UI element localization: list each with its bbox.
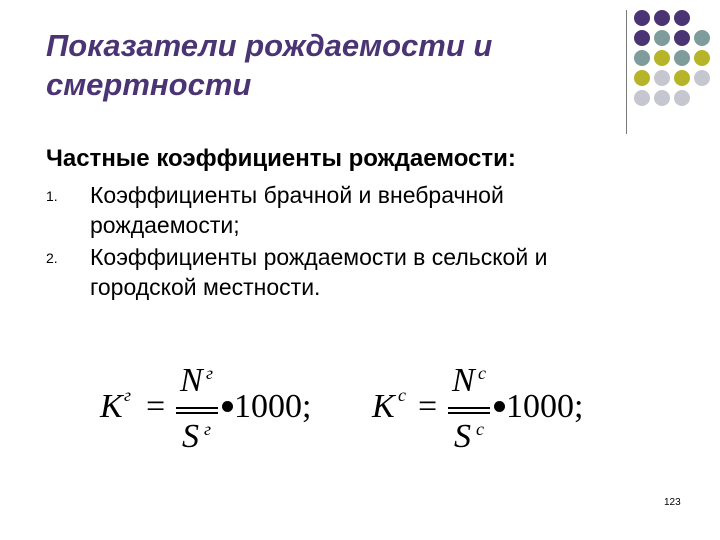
list-item [46,242,626,302]
formula-equals: = [418,388,438,425]
decor-dot [674,10,690,26]
fraction-bar [448,412,490,414]
formula-k: K [372,388,395,425]
decor-dot [654,30,670,46]
formula-denominator-superscript: с [476,419,484,439]
decor-dot [674,50,690,66]
decor-dot [654,90,670,106]
list-number: 1. [46,188,58,204]
decorative-dots [634,10,718,106]
formula-urban [100,362,340,458]
formula-multiplier: 1000; [506,388,584,425]
decor-dot [694,30,710,46]
formula-numerator: N [452,362,475,399]
decor-dot [634,70,650,86]
slide-subtitle: Частные коэффициенты рождаемости: [46,145,516,172]
formula-numerator: N [180,362,203,399]
fraction-bar [176,407,218,409]
decor-dot [634,30,650,46]
slide-title: Показатели рождаемости и смертности [46,28,493,102]
formula-k-superscript: с [398,385,406,405]
multiply-dot [494,401,505,412]
list-number: 2. [46,250,58,266]
formula-rural [372,362,602,458]
formula-k-superscript: г [124,385,132,405]
formula-denominator: S [454,418,471,455]
formula-k: K [100,388,123,425]
list-text: Коэффициенты брачной и внебрачной рождаемости; [90,182,504,238]
decor-dot [674,90,690,106]
formula-numerator-superscript: с [478,363,486,383]
list-text: Коэффициенты рождаемости в сельской и городской местности. [90,244,548,300]
decor-dot [634,10,650,26]
decor-dot [694,70,710,86]
decor-dot [634,90,650,106]
divider-line [626,10,627,134]
decor-dot [634,50,650,66]
formula-numerator-superscript: г [206,363,214,383]
decor-dot [694,50,710,66]
list-item [46,180,626,240]
decor-dot [674,70,690,86]
formula-denominator: S [182,418,199,455]
formula-multiplier: 1000; [234,388,312,425]
decor-dot [654,10,670,26]
decor-dot [674,30,690,46]
numbered-list [46,180,626,304]
decor-dot [694,90,710,106]
fraction-bar [448,407,490,409]
decor-dot [654,50,670,66]
fraction-bar [176,412,218,414]
multiply-dot [222,401,233,412]
page-number: 123 [664,497,681,508]
formula-equals: = [146,388,166,425]
formula-denominator-superscript: г [204,419,212,439]
decor-dot [694,10,710,26]
decor-dot [654,70,670,86]
